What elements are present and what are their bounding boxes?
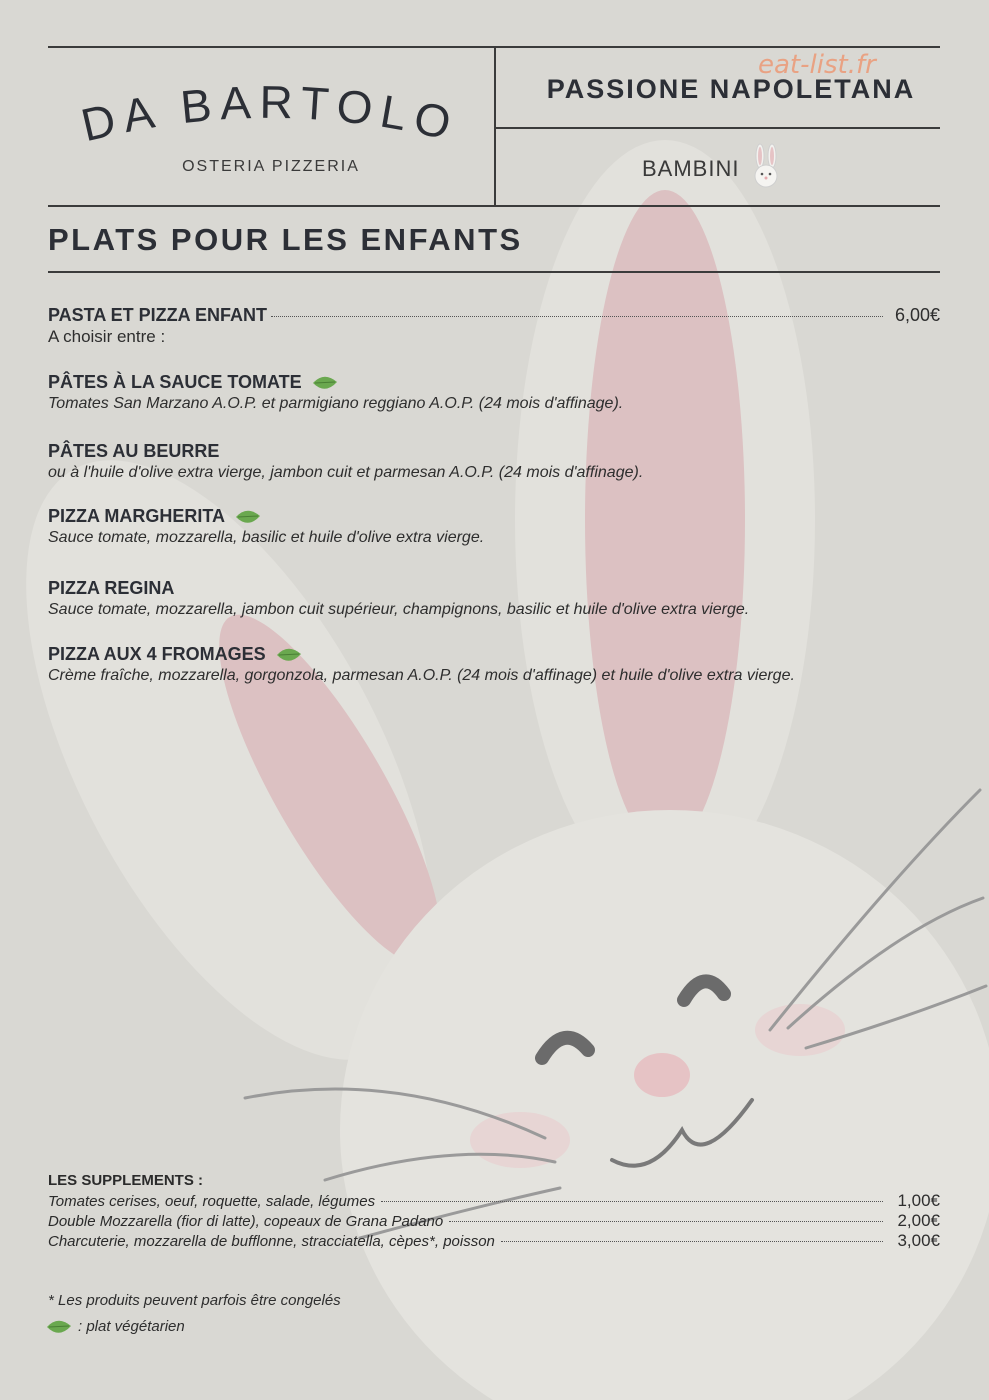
supplement-row xyxy=(48,1231,940,1251)
item-price: 6,00€ xyxy=(894,305,940,325)
leader-dots xyxy=(501,1240,884,1242)
supplements-title: LES SUPPLEMENTS : xyxy=(48,1172,204,1189)
item-description: Tomates San Marzano A.O.P. et parmigiano reggiano A.O.P. (24 mois d'affinage). xyxy=(48,395,624,412)
supplement-label: Tomates cerises, oeuf, roquette, salade, légumes xyxy=(48,1193,376,1210)
header-mid-rule xyxy=(494,127,940,129)
main-menu-item xyxy=(48,305,940,347)
leaf-icon xyxy=(46,1319,72,1335)
bunny-icon xyxy=(748,142,784,190)
brand-subtitle: OSTERIA PIZZERIA xyxy=(182,158,360,175)
item-description: ou à l'huile d'olive extra vierge, jambon cuit et parmesan A.O.P. (24 mois d'affinage). xyxy=(48,464,644,481)
menu-item xyxy=(48,506,940,547)
leaf-icon xyxy=(276,647,302,663)
leader-dots xyxy=(449,1220,883,1222)
item-name: PASTA ET PIZZA ENFANT xyxy=(48,305,267,325)
item-description: Sauce tomate, mozzarella, basilic et huile d'olive extra vierge. xyxy=(48,529,485,546)
item-name: PÂTES AU BEURRE xyxy=(48,441,220,461)
section-rule xyxy=(48,271,940,273)
brand-logo xyxy=(60,70,480,160)
supplement-price: 1,00€ xyxy=(897,1191,940,1210)
supplement-price: 3,00€ xyxy=(897,1231,940,1250)
footnote: * Les produits peuvent parfois être congelés xyxy=(48,1292,341,1309)
vegetarian-legend xyxy=(46,1318,185,1335)
item-description: Sauce tomate, mozzarella, jambon cuit supérieur, champignons, basilic et huile d'olive extra vierge. xyxy=(48,601,750,618)
supplement-price: 2,00€ xyxy=(897,1211,940,1230)
supplement-label: Charcuterie, mozzarella de bufflonne, stracciatella, cèpes*, poisson xyxy=(48,1233,495,1250)
menu-item xyxy=(48,372,940,413)
item-name: PIZZA MARGHERITA xyxy=(48,506,225,526)
leader-dots xyxy=(271,315,883,317)
item-note: A choisir entre : xyxy=(48,327,166,346)
supplement-label: Double Mozzarella (fior di latte), copeaux de Grana Padano xyxy=(48,1213,444,1230)
item-description: Crème fraîche, mozzarella, gorgonzola, parmesan A.O.P. (24 mois d'affinage) et huile d'olive extra vierge. xyxy=(48,667,795,684)
header-divider xyxy=(494,46,496,206)
leader-dots xyxy=(381,1200,883,1202)
menu-item xyxy=(48,441,940,482)
supplements-section xyxy=(48,1172,940,1251)
header-bottom-rule xyxy=(48,205,940,207)
supplement-row xyxy=(48,1211,940,1231)
item-name: PIZZA AUX 4 FROMAGES xyxy=(48,644,266,664)
section-title: PLATS POUR LES ENFANTS xyxy=(48,222,523,257)
leaf-icon xyxy=(235,509,261,525)
watermark: eat-list.fr xyxy=(758,50,876,80)
svg-text:DA BARTOLO xyxy=(76,76,463,151)
legend-text: : plat végétarien xyxy=(78,1318,185,1335)
item-name: PÂTES À LA SAUCE TOMATE xyxy=(48,372,302,392)
right-title: PASSIONE NAPOLETANA xyxy=(546,74,916,104)
leaf-icon xyxy=(312,375,338,391)
category-label: BAMBINI xyxy=(642,156,740,181)
brand-name: DA BARTOLO xyxy=(76,75,464,152)
menu-item xyxy=(48,578,940,619)
item-name: PIZZA REGINA xyxy=(48,578,175,598)
supplement-row xyxy=(48,1191,940,1211)
menu-item xyxy=(48,644,940,685)
